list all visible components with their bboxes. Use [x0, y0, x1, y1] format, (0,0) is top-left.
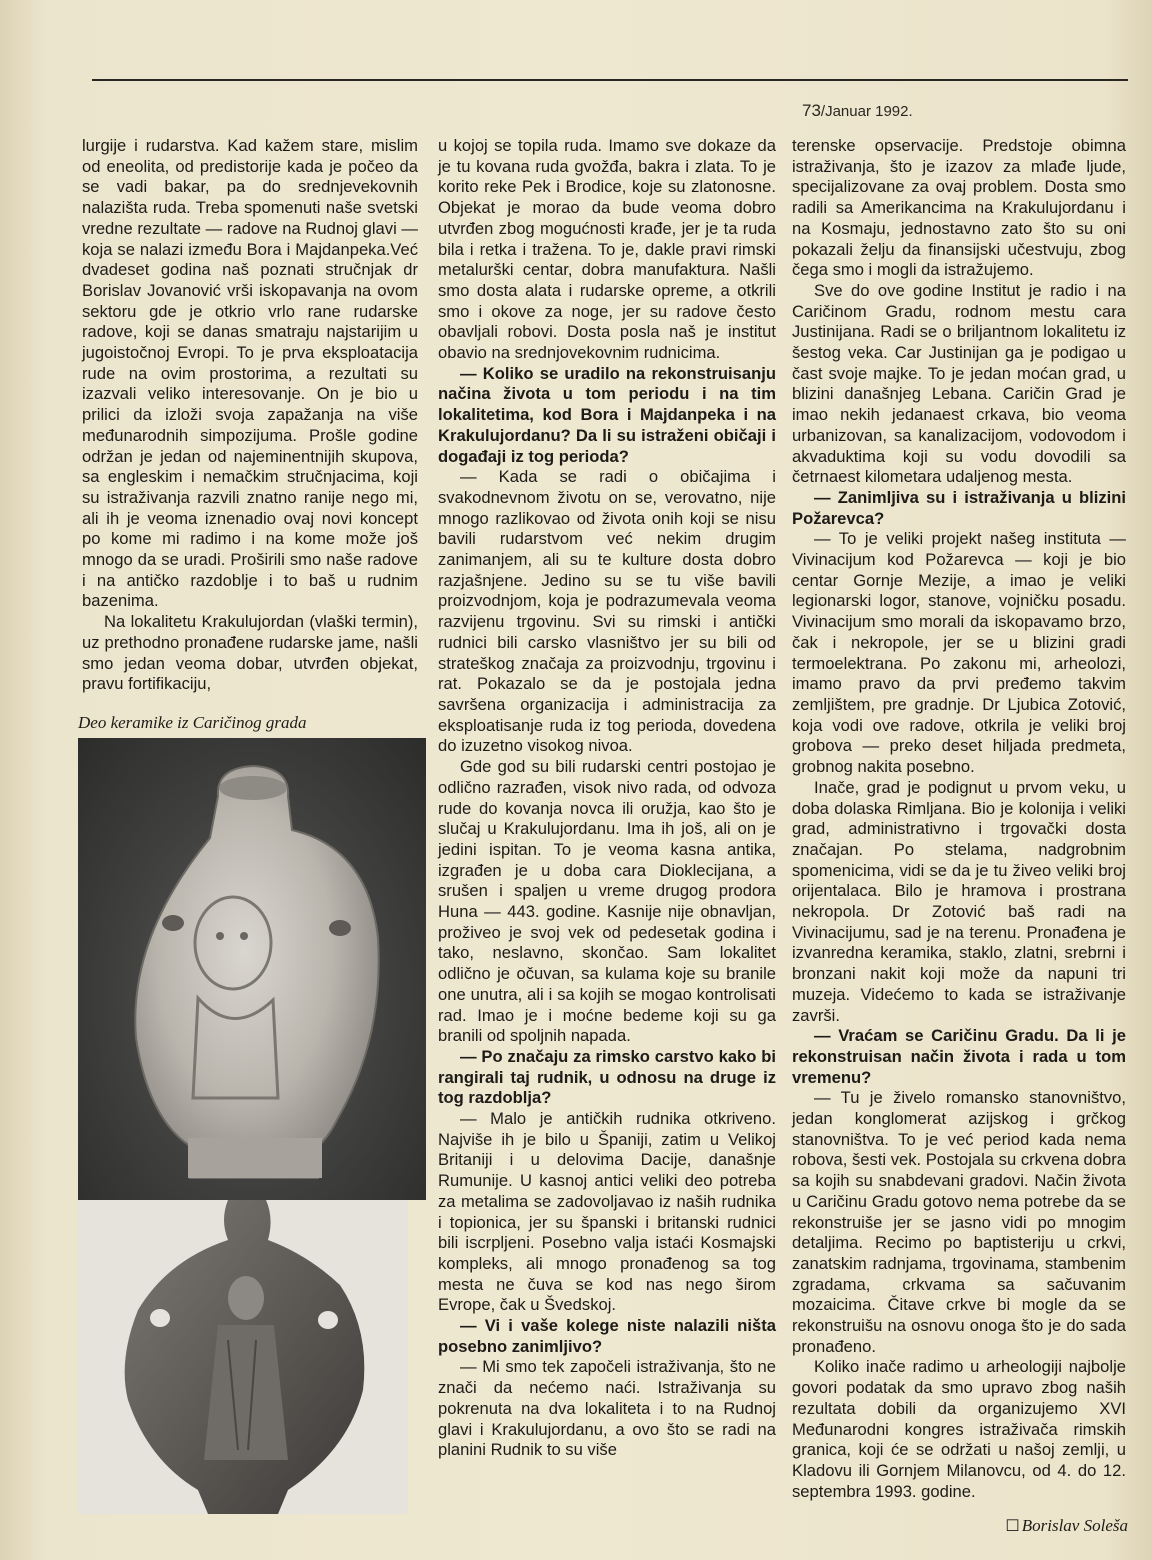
photo-caption: Deo keramike iz Caričinog grada [78, 713, 307, 732]
column-3 [792, 136, 1126, 1502]
author-signature [958, 1516, 1128, 1540]
article-paragraph: Gde god su bili rudarski centri postojao je odlično razrađen, visok nivo rada, od odvoza rude do kovanja novca ili oružja, kao što je slučaj u Krakulujordanu. Ima ih još, ali on je jedini ispitan. To je veoma kasna antika, izgrađen je u doba cara Dioklecijana, a srušen i spaljen u vreme drugog prodora Huna — 443. godine. Kasnije nije obnavljan, proživeo je svoj vek od pedesetak godina i tako, neslavno, skončao. Sam lokalitet odlično je očuvan, sa kulama koje su branile one unutra, ali i sa kojih se mogao kontrolisati rad. Imao je i moćne bedeme koji su ga branili od spoljnih napada. [438, 757, 776, 1046]
article-paragraph: Sve do ove godine Institut je radio i na Caričinom Gradu, rodnom mestu cara Justinijana. Radi se o briljantnom lokalitetu iz šestog veka. Car Justinijan ga je podigao u čast svoje majke. To je jedan moćan grad, u blizini današnjeg Lebana. Caričin Grad je imao nekih jedanaest crkava, bio veoma urbanizovan, sa kanalizacijom, vodovodom i akvaduktima koji su vodu dovodili sa četrnaest kilometara udaljenog mesta. [792, 280, 1126, 487]
checkbox-icon: ☐ [1005, 1518, 1020, 1535]
article-paragraph: — Tu je živelo romansko stanovništvo, jedan konglomerat azijskog i grčkog stanovništva. To je već period kada nema robova, šesti vek. Postojala su crkvena dobra sa kojih su snabdevani gradovi. Način života u Caričinu Gradu gotovo nema potrebe da se rekonstruiše jer se jasno vidi po mnogim detaljima. Recimo po baptisteriju u crkvi, zanatskim radnjama, trgovinama, stambenim zgradama, crkvama sa sačuvanim mozaicima. Čitave crkve bi mogle da se rekonstruišu na osnovu onoga što je do sada pronađeno. [792, 1088, 1126, 1356]
ceramic-flask-photo [78, 738, 426, 1200]
interview-question: — Vi i vaše kolege niste nalazili ništa posebno zanimljivo? [438, 1316, 776, 1356]
header-rule [92, 79, 1128, 81]
interview-question: — Koliko se uradilo na rekonstruisanju načina života u tom periodu i na tim lokalitetima, kod Bora i Majdanpeka i na Krakulujordanu? Da li su istraženi običaji i događaji iz tog perioda? [438, 363, 776, 466]
interview-question: — Po značaju za rimsko carstvo kako bi rangirali taj rudnik, u odnosu na druge iz tog razdoblja? [438, 1046, 776, 1108]
ceramic-figure-photo [78, 1200, 408, 1514]
article-paragraph: — To je veliki projekt našeg instituta — Vivinacijum kod Požarevca — koji je bio centar Gornje Mezije, a imao je veliki legionarski logor, stanove, vojničku posadu. Vivinacijum smo morali da iskopavamo brzo, čak i nekropole, jer se u blizini gradi termoelektrana. Po zakonu mi, arheolozi, imamo pravo da prvi pređemo takvim zemljištem, pre gradnje. Dr Ljubica Zotović, koja vodi ove radove, otkrila je veliki broj grobova — preko deset hiljada predmeta, grobnog nakita posebno. [792, 529, 1126, 777]
article-paragraph: — Malo je antičkih rudnika otkriveno. Najviše ih je bilo u Španiji, zatim u Velikoj Britaniji i u delovima Dacije, današnje Rumunije. U kasnoj antici veliki deo potreba za metalima se zadovoljavao iz naših rudnika i topionica, jer su španski i britanski rudnici bili iscrpljeni. Posebno valja istaći Kosmajski kompleks, ali mnogo pronađenog sa tog mesta ne čuva se kod nas nego širom Evrope, čak u Švedskoj. [438, 1109, 776, 1315]
article-paragraph: — Mi smo tek započeli istraživanja, što ne znači da nećemo naći. Istraživanja su pokrenuta na dva lokaliteta i to na Rudnoj glavi i Krakulujordanu, a ovo što se radi na planini Rudnik to su više [438, 1357, 776, 1460]
article-paragraph: — Kada se radi o običajima i svakodnevnom životu on se, verovatno, nije mnogo razlikovao od života onih koji se nisu bavili rudarstvom već nekim drugim zanimanjem, ali su te kulture dosta dobro razjašnjene. Jedino su se tu više bavili proizvodnjom, koja je podrazumevala veoma razvijenu trgovinu. Svi su rimski i antički rudnici bili carsko vlasništvo jer su bili od strateškog značaja za proizvodnju, trgovinu i rat. Pokazalo se da je postojala jedna savršena organizacija i administracija za eksploatisanje ruda iz tog perioda, dovedena do izuzetno visokog nivoa. [438, 467, 776, 756]
interview-question: — Zanimljiva su i istraživanja u blizini Požarevca? [792, 487, 1126, 528]
ceramic-flask-image [78, 738, 426, 1200]
ceramic-figure-image [78, 1200, 408, 1514]
interview-question: — Vraćam se Caričinu Gradu. Da li je rekonstruisan način života i rada u tom vremenu? [792, 1026, 1126, 1087]
article-paragraph: Na lokalitetu Krakulujordan (vlaški termin), uz prethodno pronađene rudarske jame, našli smo jedan veoma dobar, utvrđen objekat, pravu fortifikaciju, [82, 612, 418, 694]
article-paragraph: Inače, grad je podignut u prvom veku, u doba dolaska Rimljana. Bio je kolonija i veliki grad, administrativno i trgovački dosta značajan. Po stelama, nadgrobnim spomenicima, vidi se da je tu živeo veliki broj orijentalaca. Bilo je hramova i prostrana nekropola. Dr Zotović baš radi na Vivinacijumu, sad je na terenu. Pronađena je izvanredna keramika, staklo, zlatni, srebrni i bronzani nakit koji može da napuni tri muzeja. Videćemo to kada se istraživanje završi. [792, 777, 1126, 1025]
author-name: Borislav Soleša [1021, 1516, 1128, 1535]
issue-date: /Januar 1992. [820, 103, 913, 120]
page-header [802, 101, 1132, 125]
article-paragraph: terenske opservacije. Predstoje obimna istraživanja, što je izazov za mlađe ljude, specijalizovane za ovaj problem. Dosta smo radili sa Amerikancima na Krakulujordanu i na Kosmaju, jednostavno zato što su oni pokazali želju da finansijski učestvuju, zbog čega smo i mogli da istražujemo. [792, 136, 1126, 280]
article-paragraph: Koliko inače radimo u arheologiji najbolje govori podatak da smo upravo zbog naših rezultata dobili da organizujemo XVI Međunarodni kongres istraživača rimskih granica, koji će se održati u našoj zemlji, u Kladovu ili Gornjem Milanovcu, od 4. do 12. septembra 1993. godine. [792, 1357, 1126, 1501]
article-paragraph: u kojoj se topila ruda. Imamo sve dokaze da je tu kovana ruda gvožđa, bakra i zlata. To je korito reke Pek i Brodice, koje su zlatonosne. Objekat je morao da bude veoma dobro utvrđen zbog mogućnosti krađe, jer je ta ruda bila i retka i tražena. To je, dakle pravi rimski metalurški centar, dobra manufaktura. Našli smo dosta alata i rudarske opreme, a otkrili smo i okove za noge, jer su radove često obavljali robovi. Dosta posla naš je institut obavio na srednjovekovnim rudnicima. [438, 136, 776, 363]
page-number: 73 [802, 101, 821, 120]
article-paragraph: lurgije i rudarstva. Kad kažem stare, mislim od eneolita, od predistorije kada je počeo da se vadi bakar, pa do srednjevekovnih nalazišta ruda. Treba spomenuti naše svetski vredne rezultate — radove na Rudnoj glavi — koja se nalazi između Bora i Majdanpeka.Već dvadeset godina naš poznati stručnjak dr Borislav Jovanović vrši iskopavanja na ovom sektoru gde je otkrio vrlo rane rudarske radove, koji se danas smatraju najstarijim u jugoistočnoj Evropi. To je prva eksploatacija rude na ovim prostorima, a rezultati su izazvali veliko interesovanje. On je bio u prilici da izloži svoja zapažanja na više međunarodnih simpozijuma. Prošle godine održan je jedan od najeminentnijih skupova, sa engleskim i nemačkim stručnjacima, koji su istraživanja razvili znatno ranije nego mi, ali ih je veoma iznenadio ovaj novi koncept po kome mi radimo i na kome može još mnogo da se uradi. Proširili smo naše radove i na antičko razdoblje i to baš u rudnim bazenima. [82, 136, 418, 611]
column-1 [82, 136, 418, 695]
column-2 [438, 136, 776, 1461]
